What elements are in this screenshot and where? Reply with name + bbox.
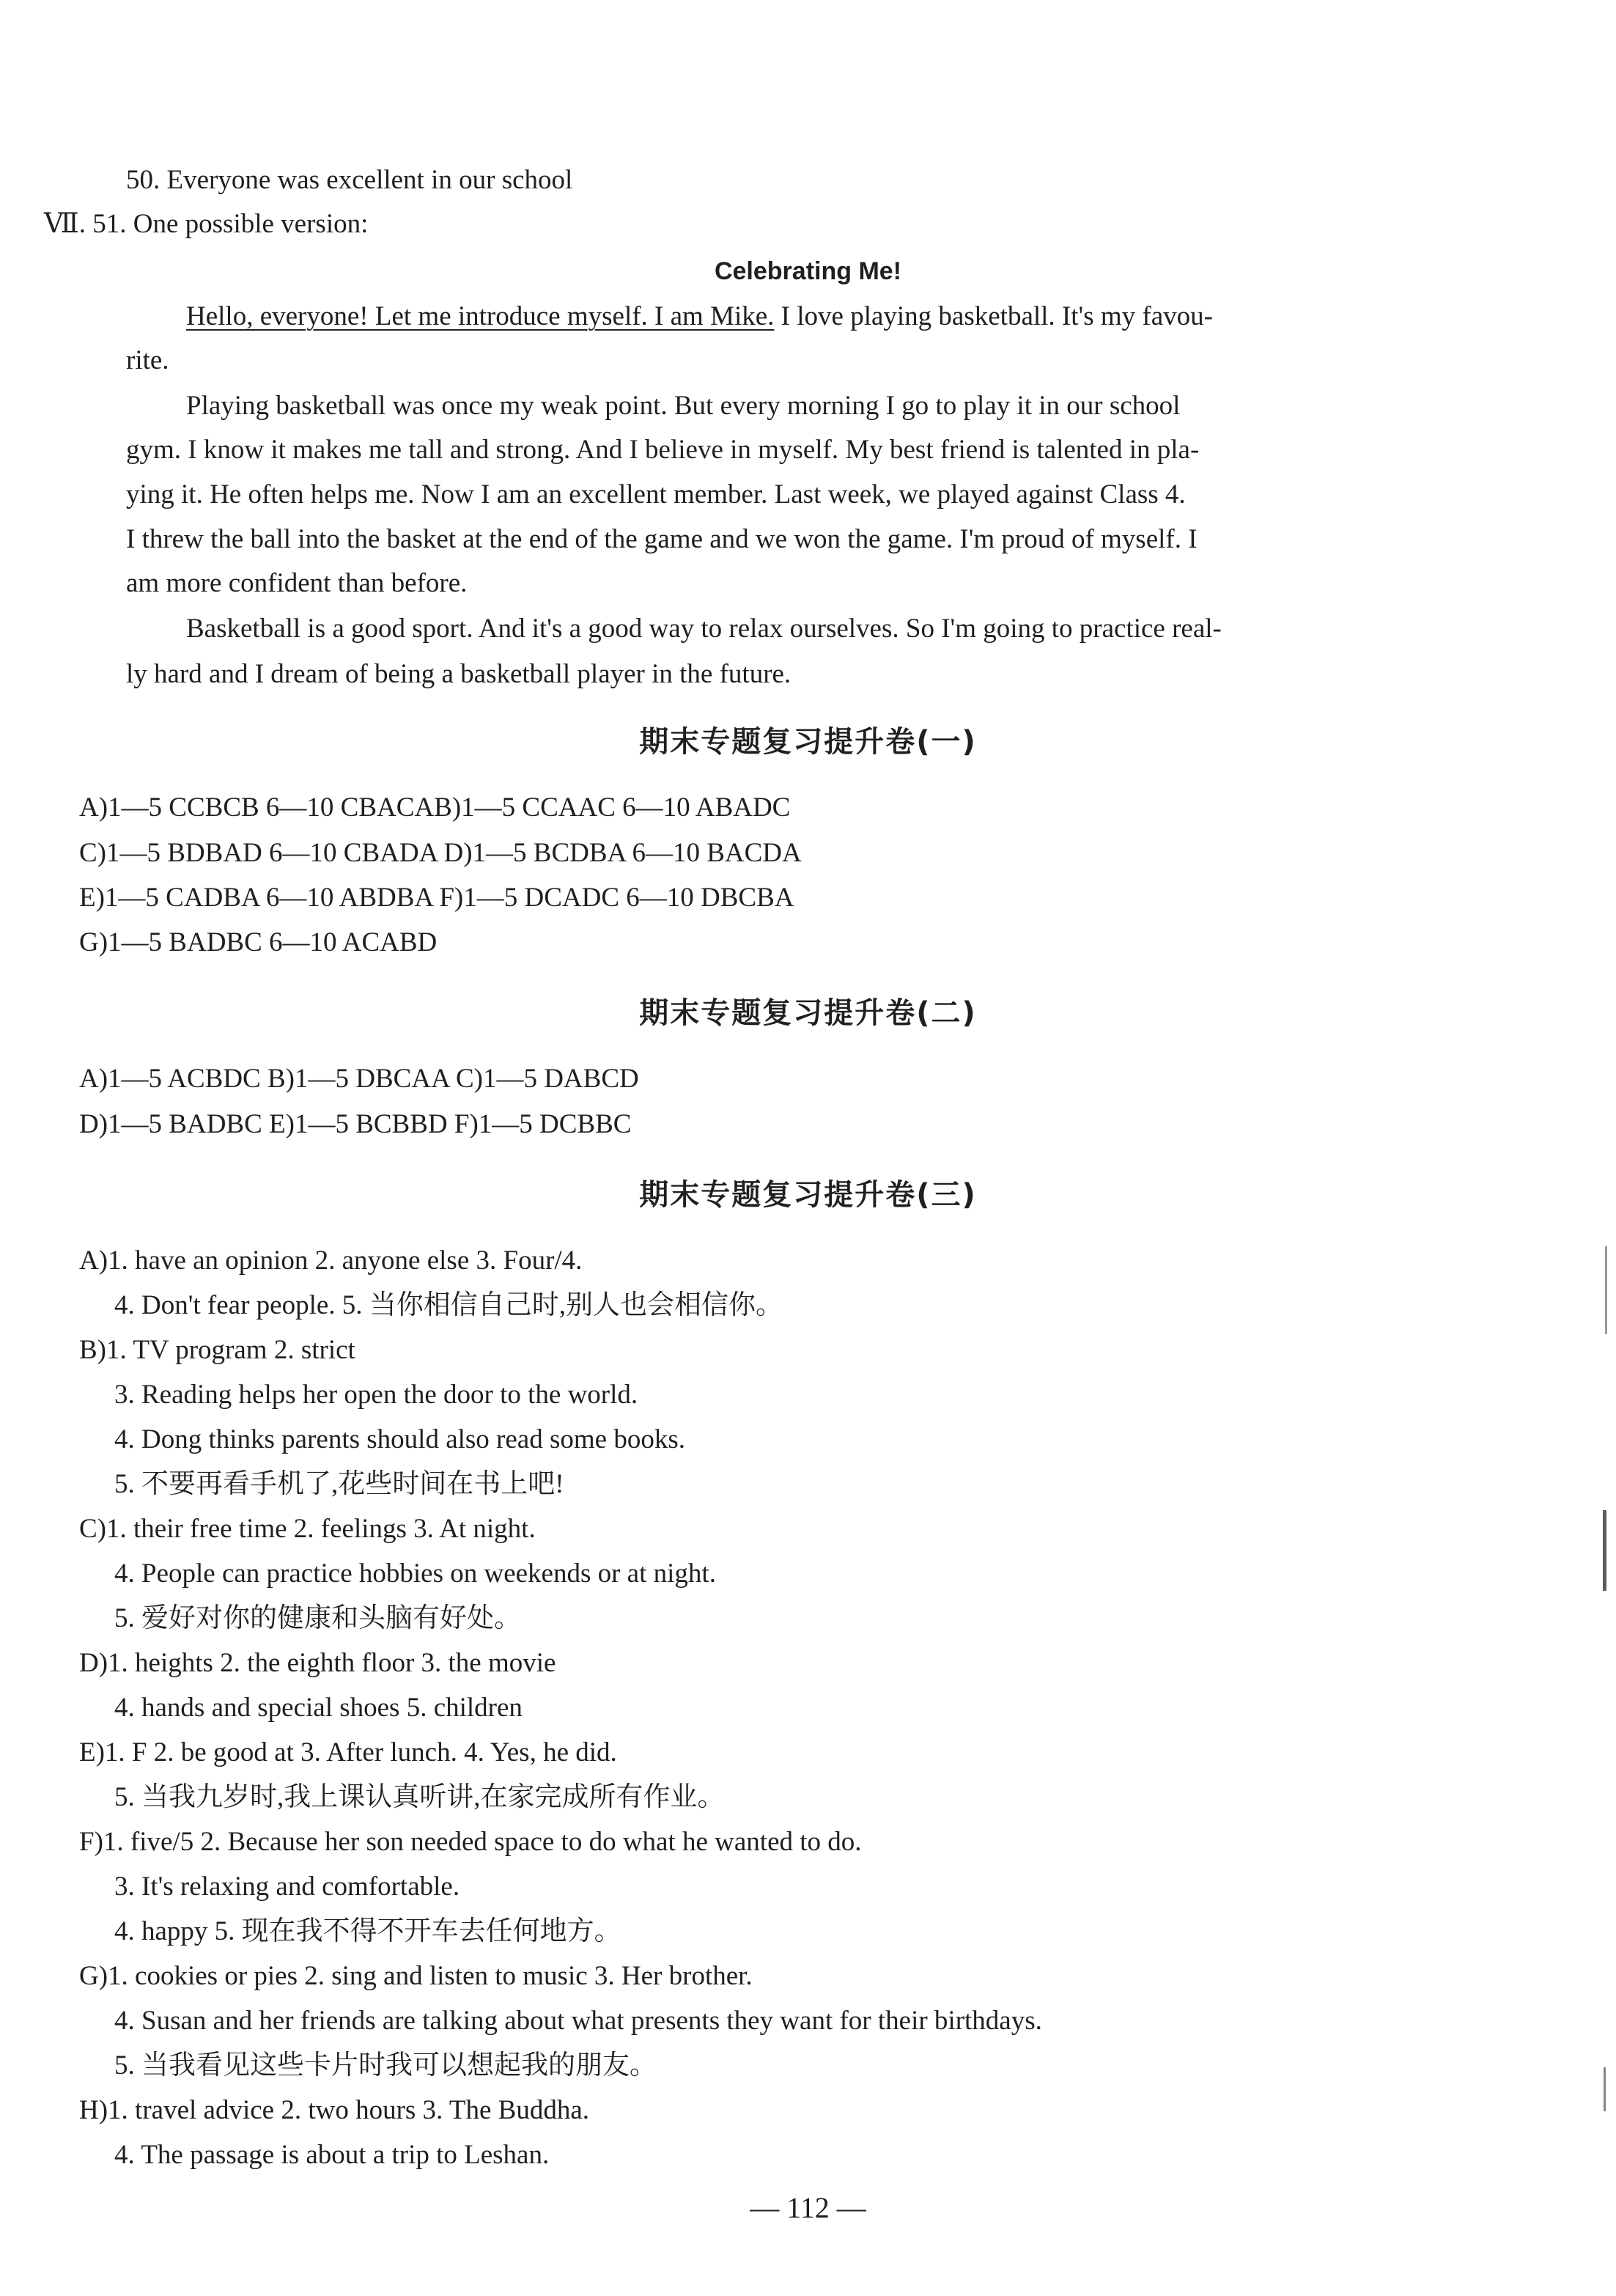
section3-answer-line: 3. Reading helps her open the door to the world.: [114, 1380, 638, 1410]
scan-edge-mark: [1604, 2067, 1606, 2111]
section3-answer-line: 4. Don't fear people. 5. 当你相信自己时,别人也会相信你。: [114, 1290, 783, 1320]
essay-p3-line: Basketball is a good sport. And it's a good way to relax ourselves. So I'm going to practice real-: [186, 614, 1222, 644]
answer-line-51: Ⅶ. 51. One possible version:: [44, 209, 369, 239]
section3-answer-line: G)1. cookies or pies 2. sing and listen to music 3. Her brother.: [79, 1961, 753, 1991]
section3-answer-line: 5. 爱好对你的健康和头脑有好处。: [114, 1603, 521, 1633]
page-number: — 112 —: [750, 2191, 866, 2224]
essay-p3-line: ly hard and I dream of being a basketball player in the future.: [126, 659, 792, 689]
section1-answer-line: C)1—5 BDBAD 6—10 CBADA D)1—5 BCDBA 6—10 BACDA: [79, 838, 802, 868]
section3-answer-line: H)1. travel advice 2. two hours 3. The Buddha.: [79, 2095, 589, 2125]
section3-answer-line: 4. Dong thinks parents should also read some books.: [114, 1424, 685, 1454]
section3-answer-line: 5. 不要再看手机了,花些时间在书上吧!: [114, 1469, 564, 1499]
essay-paragraph-1: [186, 299, 1213, 334]
section3-answer-line: D)1. heights 2. the eighth floor 3. the movie: [79, 1648, 556, 1678]
section3-answer-line: A)1. have an opinion 2. anyone else 3. Four/4.: [79, 1245, 583, 1276]
essay-p2-line: Playing basketball was once my weak point. But every morning I go to play it in our school: [186, 391, 1181, 421]
section3-answer-line: B)1. TV program 2. strict: [79, 1335, 355, 1365]
section-title-1: 期末专题复习提升卷(一): [639, 725, 977, 759]
answer-line-50: 50. Everyone was excellent in our school: [126, 165, 573, 195]
section-title-2: 期末专题复习提升卷(二): [639, 996, 977, 1030]
section3-answer-line: F)1. five/5 2. Because her son needed space to do what he wanted to do.: [79, 1827, 862, 1857]
section3-answer-line: 4. The passage is about a trip to Leshan.: [114, 2140, 550, 2170]
section3-answer-line: 5. 当我看见这些卡片时我可以想起我的朋友。: [114, 2050, 657, 2080]
section2-answer-line: A)1—5 ACBDC B)1—5 DBCAA C)1—5 DABCD: [79, 1064, 639, 1094]
section3-answer-line: 3. It's relaxing and comfortable.: [114, 1872, 460, 1902]
section-title-3: 期末专题复习提升卷(三): [639, 1178, 977, 1212]
essay-title: Celebrating Me!: [714, 257, 902, 285]
section3-answer-line: 4. happy 5. 现在我不得不开车去任何地方。: [114, 1916, 621, 1946]
essay-p1-line2: rite.: [126, 345, 169, 375]
section3-answer-line: E)1. F 2. be good at 3. After lunch. 4. Yes, he did.: [79, 1737, 617, 1767]
section3-answer-line: 4. hands and special shoes 5. children: [114, 1693, 523, 1723]
section3-answer-line: C)1. their free time 2. feelings 3. At night.: [79, 1514, 536, 1544]
essay-p2-line: am more confident than before.: [126, 568, 468, 598]
section1-answer-line: E)1—5 CADBA 6—10 ABDBA F)1—5 DCADC 6—10 DBCBA: [79, 883, 794, 913]
essay-p2-line: gym. I know it makes me tall and strong. And I believe in myself. My best friend is talented in pla-: [126, 435, 1200, 465]
section2-answer-line: D)1—5 BADBC E)1—5 BCBBD F)1—5 DCBBC: [79, 1109, 632, 1139]
essay-p2-line: I threw the ball into the basket at the end of the game and we won the game. I'm proud of myself. I: [126, 524, 1198, 554]
essay-underlined-opening: Hello, everyone! Let me introduce myself. I am Mike.: [186, 301, 775, 331]
section1-answer-line: A)1—5 CCBCB 6—10 CBACAB)1—5 CCAAC 6—10 ABADC: [79, 792, 791, 823]
essay-p1-rest: I love playing basketball. It's my favou-: [774, 301, 1213, 331]
section3-answer-line: 5. 当我九岁时,我上课认真听讲,在家完成所有作业。: [114, 1782, 725, 1812]
section1-answer-line: G)1—5 BADBC 6—10 ACABD: [79, 927, 438, 957]
essay-p2-line: ying it. He often helps me. Now I am an excellent member. Last week, we played against Class 4.: [126, 479, 1186, 509]
scan-edge-mark: [1603, 1510, 1606, 1591]
section3-answer-line: 4. People can practice hobbies on weekends or at night.: [114, 1559, 716, 1589]
scan-edge-mark: [1605, 1246, 1607, 1334]
section3-answer-line: 4. Susan and her friends are talking about what presents they want for their birthdays.: [114, 2006, 1042, 2036]
